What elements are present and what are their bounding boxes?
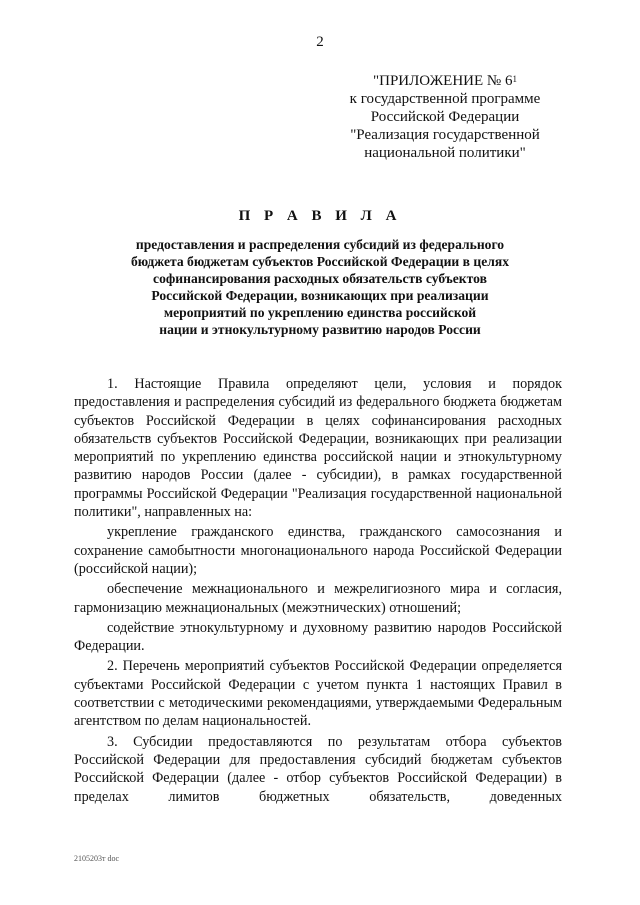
subtitle-line: нации и этнокультурному развитию народов России	[159, 322, 481, 337]
appendix-header	[330, 72, 560, 162]
paragraph-bullet-2: обеспечение межнационального и межрелигиозного мира и согласия, гармонизацию межнациональных (межэтнических) отношений;	[74, 581, 562, 616]
paragraph-3: 3. Субсидии предоставляются по результатам отбора субъектов Российской Федерации для предоставления субсидий бюджетам субъектов Российской Федерации (далее - отбор субъектов Российской Федерации) в пределах лимитов бюджетных обязательств, доведенных	[74, 733, 562, 805]
appendix-line-2: к государственной программе	[349, 91, 541, 107]
subtitle-line: предоставления и распределения субсидий из федерального	[135, 237, 505, 252]
document-body	[74, 375, 562, 808]
appendix-title: "ПРИЛОЖЕНИЕ № 6	[372, 73, 513, 89]
subtitle-line: мероприятий по укреплению единства российской	[163, 305, 477, 320]
appendix-line-5: национальной политики"	[364, 145, 526, 161]
appendix-line-3: Российской Федерации	[370, 109, 520, 125]
document-title: П Р А В И Л А	[238, 208, 402, 224]
page-number: 2	[316, 34, 324, 50]
subtitle-line: Российской Федерации, возникающих при реализации	[151, 288, 489, 303]
appendix-title-superscript: 1	[512, 74, 517, 84]
paragraph-bullet-1: укрепление гражданского единства, гражданского самосознания и сохранение самобытности многонационального народа Российской Федерации (российской нации);	[74, 524, 562, 577]
paragraph-1: 1. Настоящие Правила определяют цели, условия и порядок предоставления и распределения субсидий из федерального бюджета бюджетам субъектов Российской Федерации в целях софинансирования расходных обязательств субъектов Российской Федерации, возникающих при реализации мероприятий по укреплению единства российской нации и этнокультурному развитию народов России (далее - субсидии), в рамках государственной программы Российской Федерации "Реализация государственной национальной политики", направленных на:	[74, 376, 562, 521]
subtitle-line: бюджета бюджетам субъектов Российской Федерации в целях	[130, 254, 510, 269]
paragraph-bullet-3: содействие этнокультурному и духовному развитию народов Российской Федерации.	[74, 619, 562, 655]
document-subtitle	[118, 236, 522, 338]
footer-document-code: 2105203т doc	[74, 854, 120, 863]
appendix-title-line	[330, 72, 560, 90]
subtitle-line: софинансирования расходных обязательств субъектов	[153, 271, 487, 286]
paragraph-2: 2. Перечень мероприятий субъектов Российской Федерации определяется субъектами Российской Федерации с учетом пункта 1 настоящих Правил в соответствии с методическими рекомендациями, утверждаемыми Федеральным агентством по делам национальностей.	[74, 658, 562, 730]
appendix-line-4: "Реализация государственной	[350, 127, 540, 143]
